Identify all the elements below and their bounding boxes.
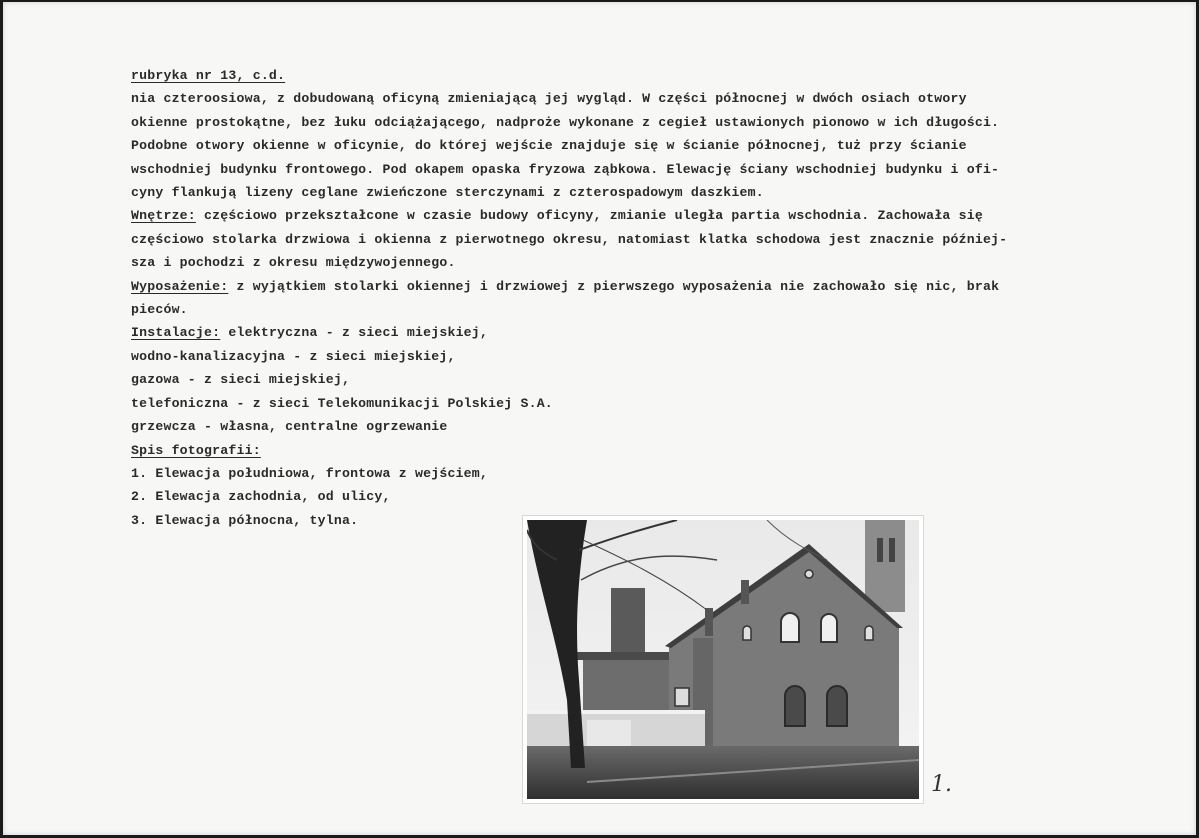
building-photo-image (527, 520, 919, 799)
section-heading: rubryka nr 13, c.d. (131, 68, 286, 83)
text-line: cyny flankują lizeny ceglane zwieńczone sterczynami z czterospadowym daszkiem. (131, 185, 764, 201)
text-line: częściowo stolarka drzwiowa i okienna z pierwotnego okresu, natomiast klatka schodowa jest znacznie później- (131, 231, 1008, 247)
text-line: nia czteroosiowa, z dobudowaną oficyną zmieniającą jej wygląd. W części północnej w dwóch osiach otwory (131, 91, 967, 107)
text-line: częściowo przekształcone w czasie budowy oficyny, zmianie uległa partia wschodnia. Zachowała się (195, 208, 983, 224)
instalacje-label: Instalacje: (131, 325, 221, 341)
spis-item: 1. Elewacja południowa, frontowa z wejściem, (131, 465, 489, 481)
text-line: sza i pochodzi z okresu międzywojennego. (131, 255, 456, 271)
wyposazenie-label: Wyposażenie: (131, 278, 229, 294)
spis-label: Spis fotografii: (131, 442, 261, 458)
text-line: pieców. (131, 302, 188, 318)
document-page (3, 2, 1196, 835)
text-line: telefoniczna - z sieci Telekomunikacji Polskiej S.A. (131, 395, 553, 411)
text-line: wschodniej budynku frontowego. Pod okapem opaska fryzowa ząbkowa. Elewację ściany wschodniej budynku i ofi- (131, 161, 1000, 177)
spis-item: 3. Elewacja północna, tylna. (131, 512, 359, 528)
instalacje-line (131, 321, 1191, 344)
text-line: grzewcza - własna, centralne ogrzewanie (131, 419, 448, 435)
photo-number: 1. (931, 772, 952, 797)
document-text (131, 64, 1191, 532)
wnetrze-label: Wnętrze: (131, 208, 196, 224)
text-line: z wyjątkiem stolarki okiennej i drzwiowej z pierwszego wyposażenia nie zachowało się nic, brak (228, 278, 1000, 294)
text-line: elektryczna - z sieci miejskiej, (220, 325, 489, 341)
text-line: gazowa - z sieci miejskiej, (131, 372, 351, 388)
text-line: okienne prostokątne, bez łuku odciążającego, nadproże wykonane z cegieł ustawionych pionowo w ich długości. (131, 114, 1000, 130)
spis-item: 2. Elewacja zachodnia, od ulicy, (131, 489, 391, 505)
text-line: wodno-kanalizacyjna - z sieci miejskiej, (131, 348, 456, 364)
building-photo (522, 515, 924, 804)
wyposazenie-line (131, 275, 1191, 298)
wnetrze-line (131, 204, 1191, 227)
text-line: Podobne otwory okienne w oficynie, do której wejście znajduje się w ścianie północnej, tuż przy ścianie (131, 138, 967, 154)
